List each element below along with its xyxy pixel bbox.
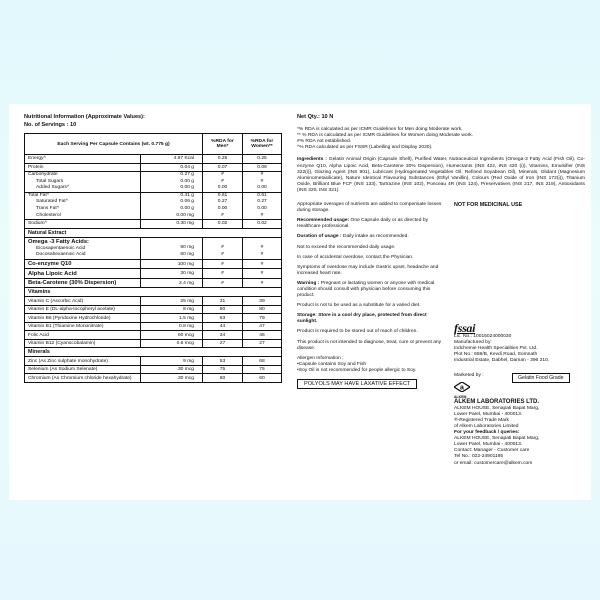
symptoms-note: Symptoms of overdose may include Gastric upset, headache and increased heart rate. [297,264,439,276]
trans-fat-value: 0.00 g [180,205,194,211]
nutrient-name: Vitamin C (Ascorbic Acid) [25,297,141,306]
substitute-note: Product is not to be used as a substitute for a varied diet. [297,303,421,309]
nutrient-value: 30 mcg [141,374,203,383]
rda-men: 75 [203,365,243,374]
not-medicinal-label: NOT FOR MEDICINAL USE [454,202,523,209]
ingredients-text: Gelatin Animal Origin (Capsule Shell), Purified Water, Nutraceutical Ingredients (Omega-3 Fatty Acid (Fish Oil), Co-enzyme Q10, Alpha Lipoic Acid, Beta-Carotene 30% Dispersion), Humectants (INS 422, INS 420 (i)), Vitamins, Emulsifier (INS 322(i)), Glazing Agent (INS 901), Lubricant (Hydrogenated Vegetables Oil, Refined Soyabean Oil), Minerals, Glidant (Magnesium Aluminometasilicate), Nature Identical Flavouring Substances (Ethyl Vanillin), Colours (Red Oxide of Iron (INS 172(i)), Titanium Oxide, Brilliant Blue FCF (INS 133), Tartrazine (INS 102), Ponceau 4R (INS 124), Preservatives (INS 217, INS 219), Antioxidants (INS 320, INS 321). [297,157,585,193]
marketed-by-label: Marketed by : [454,372,484,378]
cholesterol-men: # [221,212,224,218]
nutrient-value: 25 mg [141,297,203,306]
rda-men: # [203,269,243,279]
duration-label: Duration of usage : [297,234,342,240]
ingredients [297,157,585,194]
table-row-vitamin [25,322,282,331]
marketer-name: ALKEM LABORATORIES LTD. [454,398,539,405]
rda-men [203,172,243,193]
nutrient-value: 4.97 Kcal [141,155,203,164]
rda-men [203,192,243,219]
nutrient-name: Sodium^ [25,220,141,229]
email-address: or email: customercare@alkem.com [454,460,533,466]
gelatin-food-grade-badge: Gelatin Food Grade [512,373,570,383]
nutrient-name: Protein [25,163,141,172]
telephone-number: Tel No.: 022-24901195 [454,454,504,460]
marketer-block [454,373,594,467]
rda-men: # [203,278,243,288]
manufactured-by-label: Manufactured by: [454,340,492,346]
table-row-vitamin [25,331,282,340]
duration-text: Daily intake as recommended. [341,234,409,240]
rda-women: 75 [243,365,282,374]
nutrient-name: Vitamin B6 (Pyridoxine Hydrochloride) [25,314,141,323]
not-exceed-note: Not to exceed the recommended daily usage. [297,244,396,250]
table-row-fats [25,192,282,219]
nutrient-name: Vitamin B1 (Thiamine Mononitrate) [25,322,141,331]
sat-fat-value: 0.06 g [180,199,194,205]
feedback-label: For your feedback / queries: [454,430,520,436]
fssai-logo: fssai [454,321,476,336]
footnote: #% RDA not established. [297,139,352,145]
added-sugar-value: 0.00 g [180,185,194,191]
marketer-address: ALKEM HOUSE, Senapati Bapat Marg, [454,405,540,411]
nutrient-name: Selenium (As Sodium Selenate) [25,365,141,374]
cholesterol-value: 0.00 mg [176,212,194,218]
nutrient-name: Vitamin E (DL-alpha-tocopheryl acetate) [25,305,141,314]
added-sugar-name: Added Sugars^ [36,185,70,191]
info-section [297,114,585,466]
sat-fat-name: Saturated Fat^ [36,199,68,205]
marketer-address: Lower Parel, Mumbai - 400013. [454,411,523,417]
usage-column [297,202,445,389]
table-row-mineral [25,357,282,366]
nutrient-name: Alpha Lipoic Acid [25,269,141,279]
col-header-women: %RDA for Women** [243,134,282,155]
nutrient-value: 0.8 mg [141,322,203,331]
section-label: Natural Extract [25,228,282,237]
nutrition-section [24,114,282,383]
children-note: Product is required to be stored out of reach of children. [297,329,418,335]
rda-women: # [243,278,282,288]
sugar-women: # [260,178,264,184]
nutrient-value: 60 mcg [141,331,203,340]
col-header-serving: Each Serving Per Capsule Contains (wt. 0.775 g) [25,134,203,155]
allergen-item: • Capsule contains Soy and Fish [297,362,445,368]
rda-men: 60 [203,374,243,383]
fat-men: 0.61 [217,192,228,198]
nutrient-name: Co-enzyme Q10 [25,259,141,269]
rda-women: 39 [243,297,282,306]
usage-label: Recommended usage: [297,218,350,224]
manufacturer-address: Industrial Estate, Dabhel, Daman - 396 210. [454,358,550,364]
nutrient-value: 0.04 g [141,163,203,172]
nutrient-names [25,172,141,193]
storage-note: Storage: Store in a cool dry place, protected from direct sunlight. [297,313,427,325]
dha-women: # [260,251,264,257]
rda-women: # [243,259,282,269]
table-row-vitamin [25,305,282,314]
rda-women [243,192,282,219]
table-row-carbohydrates [25,172,282,193]
allergen-info [297,356,445,374]
carb-men: # [221,172,224,177]
sat-fat-women: 0.27 [257,199,267,205]
section-label: Minerals [25,348,282,357]
nutrient-value: 2.4 mg [141,278,203,288]
contact-person: Contact: Manager - Customer care [454,448,530,454]
rda-women: 27 [243,339,282,348]
nutrient-values [141,192,203,219]
nutrient-value: 0.6 mcg [141,339,203,348]
dha-men: # [221,251,224,257]
carb-value: 0.27 g [180,172,194,177]
nutrient-names [25,192,141,219]
epa-name: Eicosapentaenoic Acid [36,245,86,251]
table-row-mineral [25,365,282,374]
nutrient-values [141,237,203,259]
epa-value: 90 mg [180,244,194,250]
rda-men: 44 [203,322,243,331]
rda-men [203,237,243,259]
table-row-omega3 [25,237,282,259]
epa-men: # [221,244,224,250]
added-sugar-men: 0.00 [217,185,228,191]
table-row-energy [25,155,282,164]
table-row-mineral [25,374,282,383]
details-columns [297,202,585,466]
rda-women: 60 [243,374,282,383]
cholesterol-name: Cholesterol [36,212,61,218]
feedback-address: ALKEM HOUSE, Senapati Bapat Marg, [454,436,540,442]
nutrient-name: Beta-Carotene (30% Dispersion) [25,278,141,288]
label-panel [9,104,591,500]
rda-women: 46 [243,331,282,340]
sugar-name: Total Sugars [36,178,64,184]
trademark-note: of Alkem Laboratories Limited [454,423,519,429]
fat-name: Total Fat^ [28,192,50,198]
added-sugar-women: 0.00 [257,185,267,191]
alkem-logo [454,382,594,399]
section-vitamins [25,288,282,297]
svg-text:a: a [460,384,464,392]
rda-men: 27 [203,339,243,348]
overages-note: Appropriate overages of nutrients are added to compensate losses during storage. [297,202,442,214]
manufacturer-name: Indchemie Health Specialities Pvt. Ltd. [454,346,538,352]
omega-title: Omega -3 Fatty Acids: [28,238,89,245]
nutrient-name: Vitamin B12 (Cyanocobalamin) [25,339,141,348]
table-row-beta-carotene [25,278,282,288]
rda-men: # [203,259,243,269]
warning-text: Pregnant or lactating women or anyone with medical condition should consult with physician before consuming this product. [297,280,435,299]
dha-name: Docosahexaenoic Acid [36,252,86,258]
manufacturer-address: Plot No.: 659/B, Kevdi Road, Somnath [454,352,538,358]
rda-men: 63 [203,314,243,323]
rda-men: 34 [203,331,243,340]
rda-women: 0.25 [243,155,282,164]
rda-women: 0.09 [243,163,282,172]
rda-men: 80 [203,305,243,314]
nutrient-values [141,172,203,193]
rda-women [243,172,282,193]
allergen-item: • Soy Oil is not recommended for people allergic to Soy. [297,368,445,374]
usage-text: One Capsule daily or as directed by Healthcare professional. [297,218,429,230]
rda-men: 0.02 [203,220,243,229]
rda-women: 68 [243,357,282,366]
table-row-vitamin [25,339,282,348]
rda-men: 0.25 [203,155,243,164]
rda-women [243,237,282,259]
sat-fat-men: 0.27 [217,199,228,205]
nutrient-value: 100 mg [141,259,203,269]
footnote: ** % RDA is calculated as per ICMR Guidelines for Women doing Moderate work. [297,133,474,139]
nutrient-value: 30 mcg [141,365,203,374]
section-label: Vitamins [25,288,282,297]
nutrient-names [25,237,141,259]
rda-men: 0.07 [203,163,243,172]
table-row-alpha-lipoic [25,269,282,279]
table-row-vitamin [25,297,282,306]
nutrient-name: Energy^ [25,155,141,164]
sugar-value: 0.00 g [180,178,194,184]
section-minerals [25,348,282,357]
table-header-row [25,134,282,155]
allergen-title: Allergen Information : [297,355,344,361]
nutrient-name: Chromium (As Chromium chloride hexahydrate) [25,374,141,383]
rda-women: # [243,269,282,279]
dha-value: 60 mg [180,251,194,257]
rda-women: 47 [243,322,282,331]
col-header-men: %RDA for Men* [203,134,243,155]
nutrient-name: Folic Acid [25,331,141,340]
alkem-logo-icon [454,382,470,392]
sugar-men: # [221,178,224,184]
net-quantity: Net Qty.: 10 N [297,114,334,120]
polyols-warning-box: POLYOLS MAY HAVE LAXATIVE EFFECT [297,379,417,389]
footnote: *% RDA is calculated as per ICMR Guidelines for Men doing Moderate work. [297,127,463,133]
nutrient-value: 0.30 mg [141,220,203,229]
nutrient-value: 9 mg [141,357,203,366]
footnote: ^% RDA calculated as per FSSR (Labelling and Display 2020). [297,145,433,151]
feedback-address: Lower Parel, Mumbai - 400013. [454,442,523,448]
table-row-coq10 [25,259,282,269]
license-number: Lic. No.: 10015024000030 [454,334,512,340]
trans-fat-name: Trans Fat^ [36,205,60,211]
nutrient-name: Zinc (As Zinc sulphate monohydrate) [25,357,141,366]
fat-women: 0.61 [257,192,267,198]
rda-women: 79 [243,314,282,323]
manufacturer-column [454,322,594,467]
carb-name: Carbohydrate [28,172,58,177]
overdose-note: In case of accidental overdose, contact the Physician. [297,254,414,260]
epa-women: # [260,244,264,250]
disclaimer-note: This product is not intended to diagnose, treat, cure or prevent any disease. [297,339,442,351]
nutrient-value: 30 mg [141,269,203,279]
nutrient-value: 1.5 mg [141,314,203,323]
rda-men: 53 [203,357,243,366]
table-row-vitamin [25,314,282,323]
nutrition-table [24,133,282,383]
alkem-logo-text: ALKEM [454,394,467,399]
rda-men: 31 [203,297,243,306]
rda-women: 80 [243,305,282,314]
section-natural-extract [25,228,282,237]
trans-fat-men: 0.00 [217,205,228,211]
nutrient-value: 8 mg [141,305,203,314]
ingredients-label: Ingredients : [297,157,327,163]
carb-women: # [260,172,264,177]
warning-label: Warning : [297,280,320,286]
trans-fat-women: 0.00 [257,205,267,211]
rda-women: 0.02 [243,220,282,229]
servings-count: No. of Servings : 10 [24,121,77,128]
table-row-sodium [25,220,282,229]
fat-value: 0.41 g [180,192,194,198]
footnotes [297,127,585,151]
cholesterol-women: # [260,212,264,218]
nutrition-title: Nutritional Information (Approximate Values): [24,114,145,120]
trademark-note: ®-Registered Trade Mark [454,417,509,423]
table-row-protein [25,163,282,172]
